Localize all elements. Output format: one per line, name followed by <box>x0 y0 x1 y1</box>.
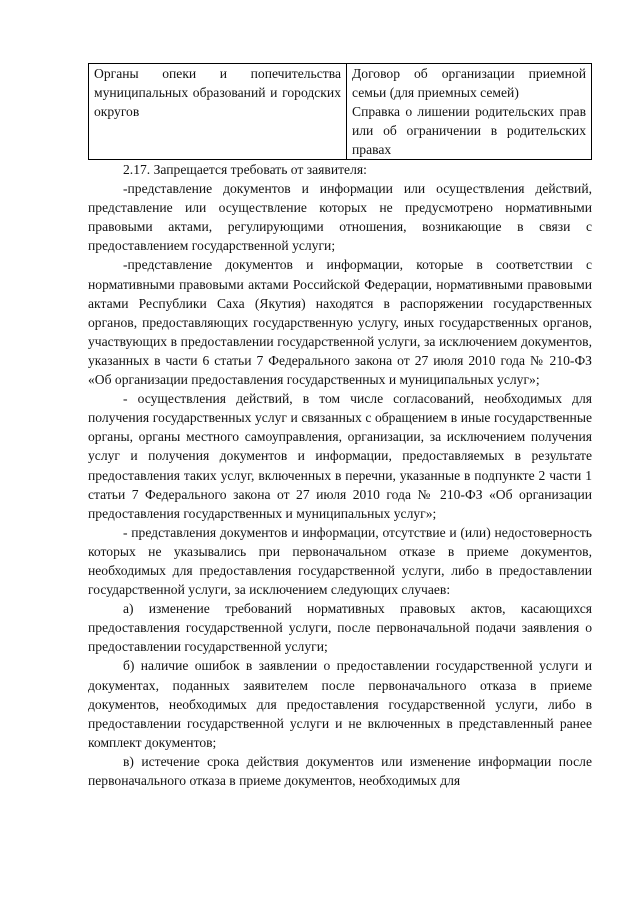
paragraph: 2.17. Запрещается требовать от заявителя: <box>123 162 367 177</box>
cell-text: Договор об организации приемной семьи (для приемных семей) <box>352 66 586 100</box>
body-text <box>88 160 592 790</box>
paragraph: а) изменение требований нормативных правовых актов, касающихся предоставления государственной услуги, после первоначальной подачи заявления о предоставлении государственной услуги; <box>88 601 592 655</box>
cell-text: Органы опеки и попечительства муниципальных образований и городских округов <box>94 66 341 119</box>
documents-table <box>88 63 592 160</box>
cell-text: Справка о лишении родительских прав или об ограничении в родительских правах <box>352 104 586 157</box>
paragraph: - представления документов и информации, отсутствие и (или) недостоверность которых не указывались при первоначальном отказе в приеме документов, необходимых для предоставления государственной услуги, либо в предоставлении государственной услуги, за исключением следующих случаев: <box>88 524 592 598</box>
table-row <box>89 64 592 160</box>
table-cell-authority <box>89 64 347 160</box>
paragraph: - осуществления действий, в том числе согласований, необходимых для получения государственных услуг и связанных с обращением в иные государственные органы, органы местного самоуправления, организации, за исключением получения услуг и получения документов и информации, предоставляемых в результате предоставления таких услуг, включенных в перечни, указанные в подпункте 2 части 1 статьи 7 Федерального закона от 27 июля 2010 года № 210-ФЗ «Об организации предоставления государственных и муниципальных услуг»; <box>88 391 592 521</box>
document-page <box>88 63 592 790</box>
paragraph: б) наличие ошибок в заявлении о предоставлении государственной услуги и документах, поданных заявителем после первоначального отказа в приеме документов, необходимых для предоставления государственной услуги, либо в предоставлении государственной услуги и не включенных в представленный ранее комплект документов; <box>88 658 592 750</box>
paragraph: в) истечение срока действия документов или изменение информации после первоначального отказа в приеме документов, необходимых для <box>88 753 592 788</box>
paragraph: -представление документов и информации, которые в соответствии с нормативными правовыми актами Российской Федерации, нормативными правовыми актами Республики Саха (Якутия) находятся в распоряжении государственных органов, предоставляющих государственную услугу, иных государственных органов, участвующих в предоставлении государственной услуги, за исключением документов, указанных в части 6 статьи 7 Федерального закона от 27 июля 2010 года № 210-ФЗ «Об организации предоставления государственных и муниципальных услуг»; <box>88 257 592 388</box>
paragraph: -представление документов и информации или осуществления действий, представление или осуществление которых не предусмотрено нормативными правовыми актами, регулирующими отношения, возникающие в связи с предоставлением государственной услуги; <box>88 181 592 254</box>
table-cell-documents <box>347 64 592 160</box>
